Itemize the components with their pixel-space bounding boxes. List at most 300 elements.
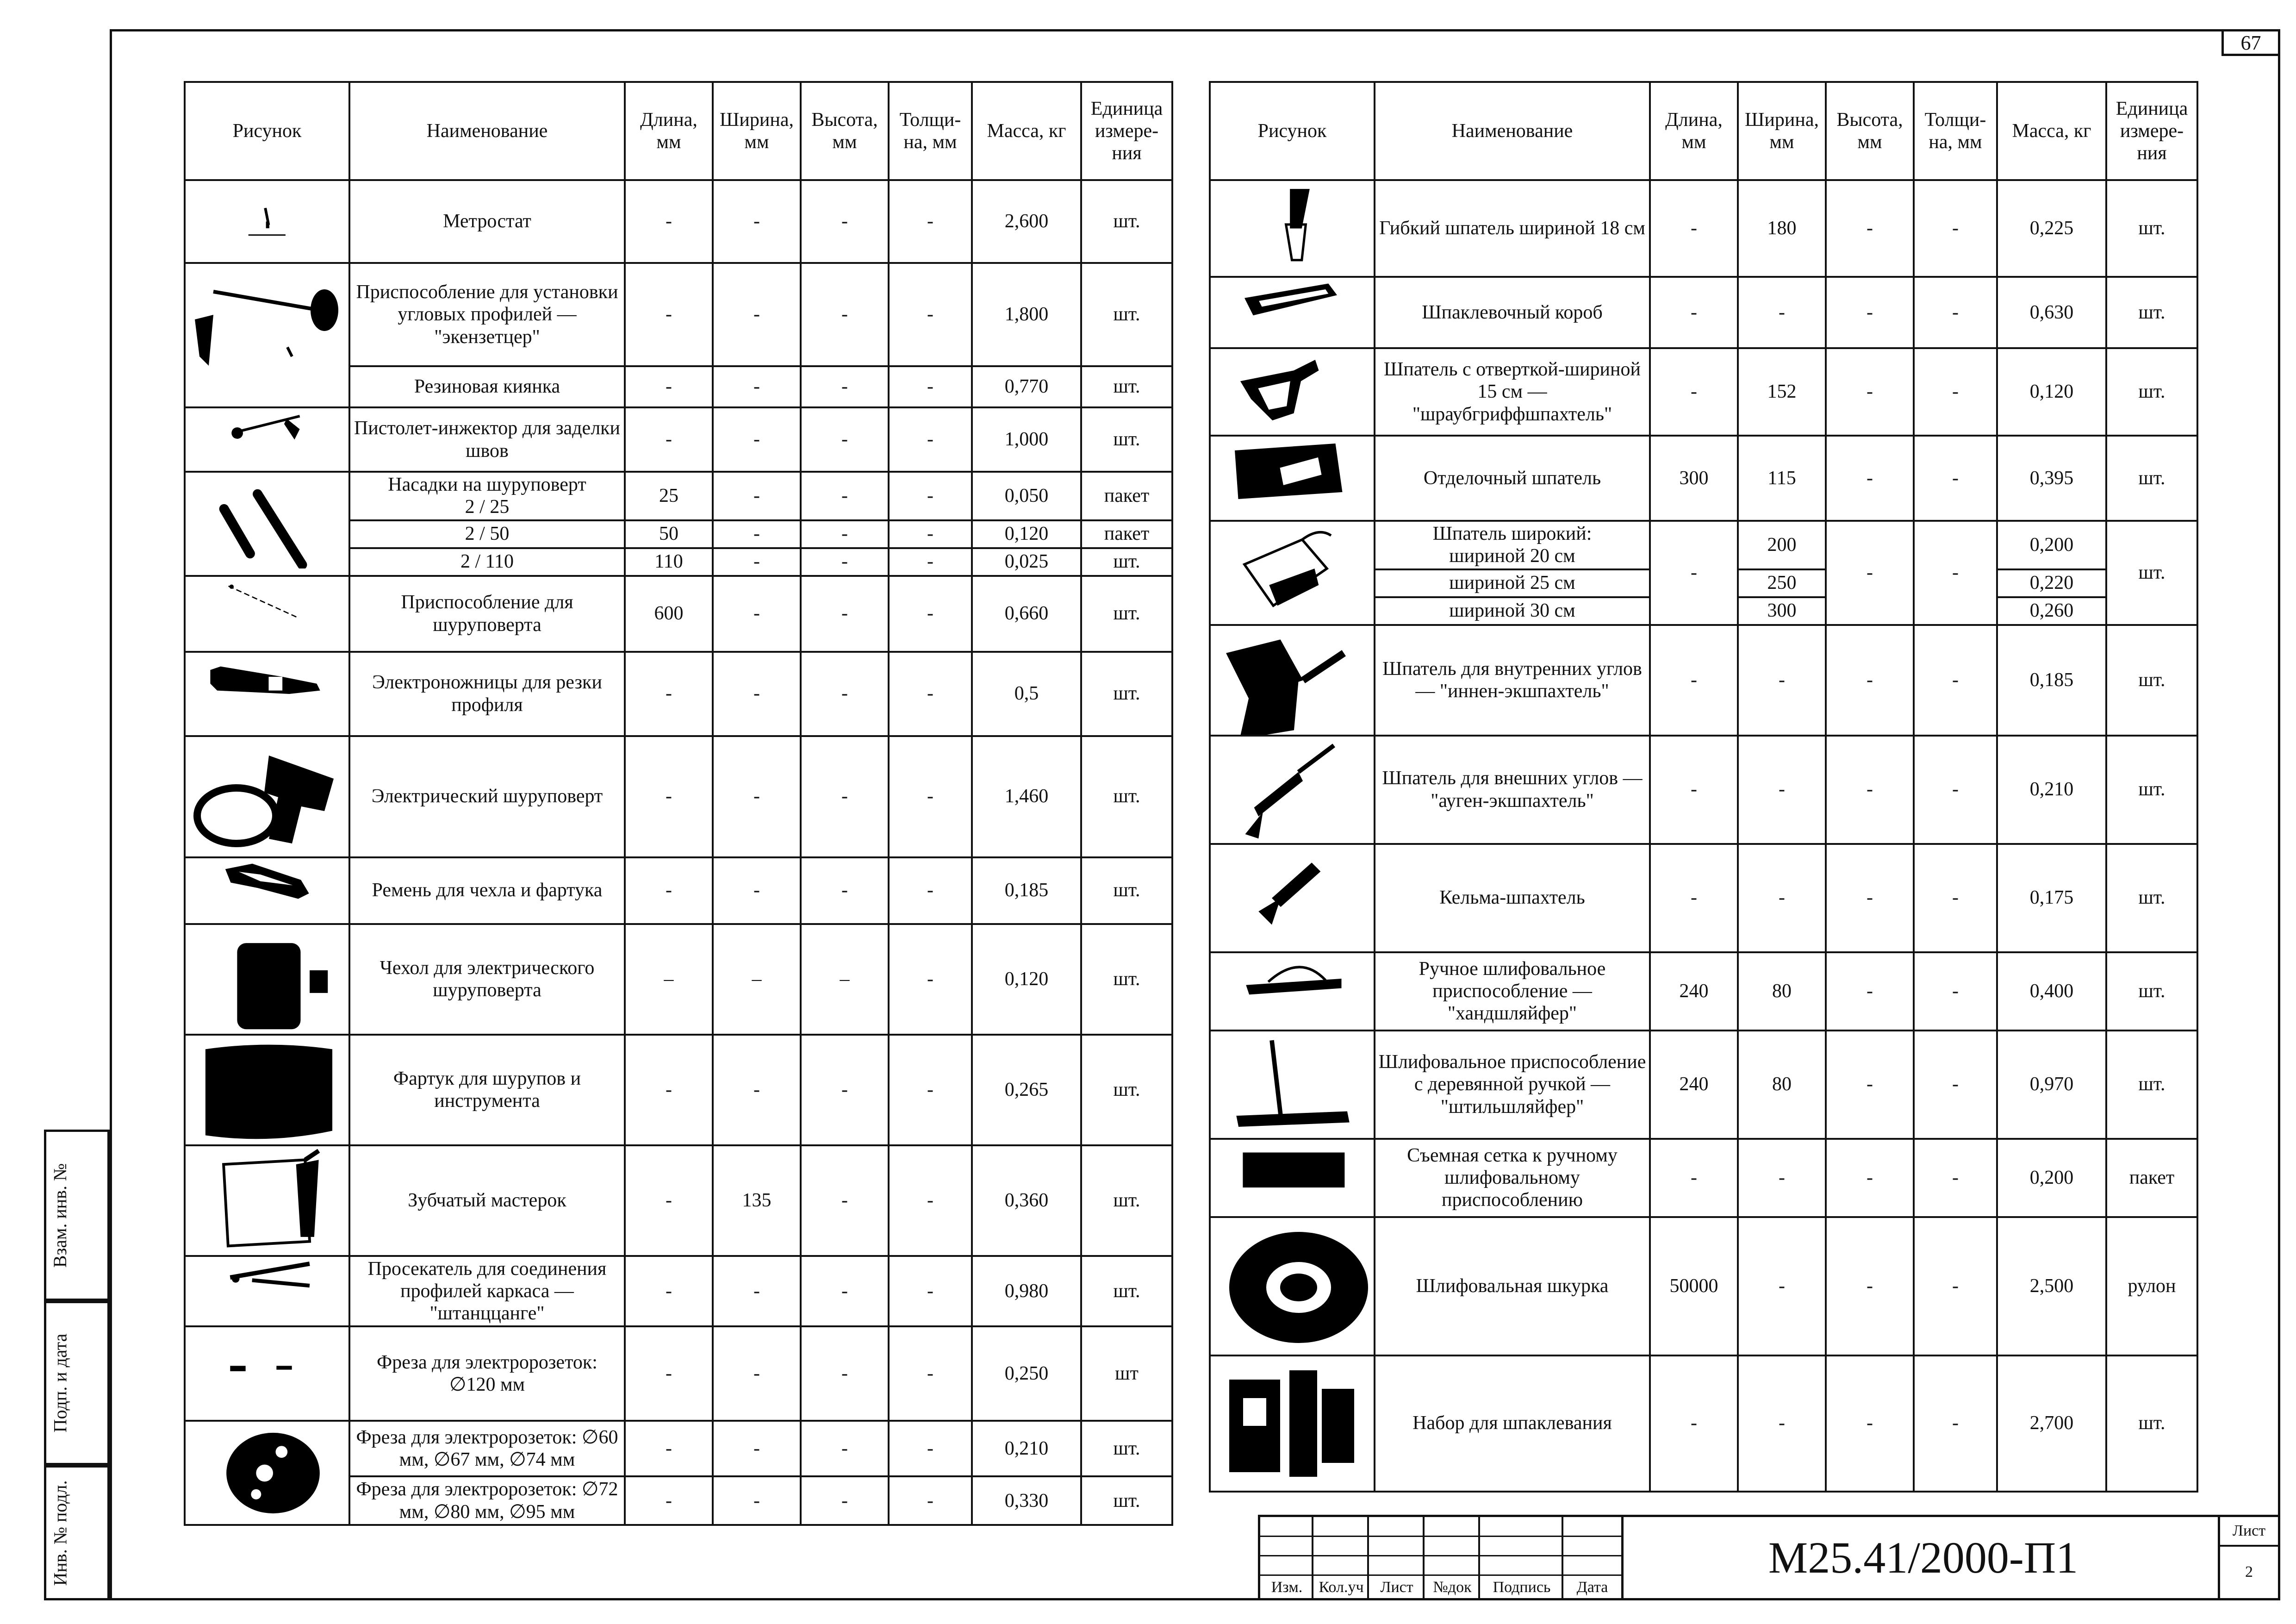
thickness-value-cell	[889, 1326, 972, 1421]
height-value: -	[841, 1189, 848, 1211]
height-value-cell	[1826, 277, 1914, 348]
table-row	[1210, 844, 2197, 952]
item-name: Пистолет-инжектор для заделки швов	[354, 418, 621, 462]
width-value: -	[753, 1490, 760, 1512]
name-cell	[1375, 521, 1650, 569]
width-value: -	[753, 1079, 760, 1100]
name-cell	[1375, 1139, 1650, 1217]
thickness-value-cell	[889, 263, 972, 366]
thickness-value: -	[927, 551, 933, 573]
pole-sander-icon	[1211, 1031, 1375, 1138]
sheet-number: 2	[2245, 1563, 2253, 1580]
length-value-cell	[625, 366, 713, 407]
item-name: Метростат	[443, 211, 531, 232]
length-value-cell	[625, 180, 713, 263]
item-name: Насадки на шуруповерт	[388, 474, 586, 495]
width-value-cell	[1738, 1139, 1826, 1217]
length-value: 50	[659, 523, 678, 545]
thickness-value: -	[927, 786, 933, 807]
picture-cell	[185, 180, 349, 263]
apron-icon	[186, 1036, 350, 1144]
mass-value: 1,000	[1004, 429, 1049, 450]
thickness-value-cell	[889, 1421, 972, 1476]
height-value: -	[841, 1490, 848, 1512]
item-subname: 2 / 25	[465, 496, 510, 518]
item-name: Гибкий шпатель шириной 18 см	[1379, 218, 1645, 239]
thickness-value-cell	[889, 1476, 972, 1525]
electric-shears-icon	[186, 653, 350, 735]
unit-value: шт.	[1113, 376, 1140, 398]
item-name: Шлифовальное приспособление с деревянной ручкой — "штильшляйфер"	[1378, 1051, 1646, 1118]
table-row	[185, 1145, 1172, 1256]
width-value: -	[1779, 1412, 1785, 1434]
picture-cell	[1210, 1217, 1375, 1355]
height-value-cell	[1826, 736, 1914, 844]
width-value: -	[753, 1438, 760, 1460]
picture-cell	[1210, 844, 1375, 952]
length-value: -	[1691, 887, 1697, 909]
header-height: Высота, мм	[1826, 82, 1914, 180]
length-value-cell	[625, 857, 713, 924]
mass-value: 0,360	[1004, 1189, 1049, 1211]
length-value-cell	[625, 1476, 713, 1525]
side-label-replaced: Взам. инв. №	[50, 1163, 71, 1268]
thickness-value: -	[927, 1363, 933, 1385]
width-value: -	[753, 304, 760, 325]
length-value-cell	[625, 576, 713, 652]
width-value-cell	[713, 1421, 801, 1476]
thickness-value: -	[1952, 1275, 1959, 1297]
name-cell	[349, 1421, 625, 1476]
name-cell	[1375, 625, 1650, 736]
width-value: 135	[742, 1189, 772, 1211]
stamp-col-sheet: Лист	[1369, 1517, 1425, 1598]
width-value-cell	[713, 1145, 801, 1256]
unit-value-cell	[2106, 348, 2197, 436]
length-value-cell	[625, 472, 713, 520]
unit-value: шт.	[2138, 562, 2165, 584]
name-cell	[349, 1326, 625, 1421]
picture-cell	[1210, 736, 1375, 844]
thickness-value: -	[927, 880, 933, 901]
height-value: -	[1867, 1167, 1873, 1188]
stamp-col-signature: Подпись	[1480, 1517, 1563, 1598]
width-value: 250	[1767, 572, 1797, 594]
thickness-value-cell	[1914, 1355, 1997, 1492]
mass-value-cell	[1997, 521, 2106, 569]
unit-value: шт.	[2138, 467, 2165, 489]
width-value-cell	[1738, 1031, 1826, 1139]
length-value: -	[1691, 218, 1697, 239]
mass-value-cell	[972, 548, 1081, 576]
thickness-value: -	[927, 485, 933, 507]
length-value: 600	[654, 603, 684, 625]
unit-value-cell	[2106, 277, 2197, 348]
header-unit: Единица измере-ния	[1081, 82, 1172, 180]
picture-cell	[185, 472, 349, 576]
item-name: Шпатель для внутренних углов — "иннен-экшпахтель"	[1382, 658, 1642, 702]
length-value-cell	[1650, 521, 1738, 625]
title-block	[1258, 1515, 2280, 1600]
thickness-value-cell	[889, 472, 972, 520]
width-value: -	[753, 603, 760, 625]
item-name: Шлифовальная шкурка	[1416, 1275, 1609, 1297]
header-width: Ширина, мм	[713, 82, 801, 180]
mass-value: 0,5	[1014, 683, 1039, 705]
item-name: Резиновая киянка	[414, 376, 560, 398]
item-name: Фреза для электророзеток: ∅72 мм, ∅80 мм, ∅95 мм	[356, 1479, 618, 1523]
width-value: -	[753, 683, 760, 705]
unit-value: шт.	[2138, 980, 2165, 1002]
header-length: Длина, мм	[1650, 82, 1738, 180]
picture-cell	[185, 652, 349, 736]
height-value-cell	[1826, 521, 1914, 625]
mass-value: 0,265	[1004, 1079, 1049, 1100]
mass-value-cell	[1997, 277, 2106, 348]
mass-value: 0,185	[2029, 669, 2074, 691]
name-cell	[349, 366, 625, 407]
height-value-cell	[1826, 348, 1914, 436]
table-row	[1210, 1217, 2197, 1355]
header-thickness: Толщи-на, мм	[889, 82, 972, 180]
stamp-col-docnum: №док	[1425, 1517, 1480, 1598]
header-width: Ширина, мм	[1738, 82, 1826, 180]
table-row	[1210, 952, 2197, 1031]
thickness-value-cell	[889, 180, 972, 263]
length-value: -	[666, 1189, 672, 1211]
length-value: -	[1691, 301, 1697, 323]
unit-value-cell	[2106, 1217, 2197, 1355]
thickness-value-cell	[1914, 277, 1997, 348]
unit-value-cell	[1081, 1256, 1172, 1327]
item-name: Просекатель для соединения профилей каркаса — "штанццанге"	[367, 1258, 607, 1324]
item-subname: шириной 30 см	[1449, 600, 1575, 622]
width-value-cell	[713, 736, 801, 857]
length-value-cell	[1650, 625, 1738, 736]
mass-value-cell	[972, 472, 1081, 520]
unit-value-cell	[1081, 576, 1172, 652]
unit-value: рулон	[2128, 1275, 2176, 1297]
unit-value: шт.	[1113, 1079, 1140, 1100]
height-value: -	[841, 1363, 848, 1385]
table-row	[185, 857, 1172, 924]
name-cell	[349, 1145, 625, 1256]
sheet-box	[2218, 1517, 2278, 1598]
height-value-cell	[1826, 1139, 1914, 1217]
width-value-cell	[713, 520, 801, 548]
mass-value-cell	[972, 857, 1081, 924]
name-cell	[349, 576, 625, 652]
name-cell	[1375, 844, 1650, 952]
holster-icon	[186, 925, 350, 1034]
width-value: 300	[1767, 600, 1797, 622]
name-cell	[349, 548, 625, 576]
mass-value-cell	[1997, 348, 2106, 436]
length-value: -	[666, 1280, 672, 1302]
item-name: Зубчатый мастерок	[408, 1189, 566, 1211]
width-value: 200	[1767, 534, 1797, 556]
width-value: -	[753, 1280, 760, 1302]
length-value: 25	[659, 485, 678, 507]
width-value-cell	[1738, 952, 1826, 1031]
hand-sander-icon	[1211, 953, 1375, 1030]
mass-value: 0,400	[2029, 980, 2074, 1002]
height-value: –	[840, 968, 850, 990]
item-name: Чехол для электрического шуруповерта	[380, 957, 595, 1001]
width-value-cell	[713, 263, 801, 366]
mass-value-cell	[1997, 569, 2106, 597]
level-tool-icon	[186, 181, 350, 262]
height-value: -	[1867, 1412, 1873, 1434]
corner-profile-tool-icon	[186, 264, 350, 406]
item-name: Фреза для электророзеток: ∅120 мм	[377, 1352, 597, 1396]
thickness-value-cell	[1914, 736, 1997, 844]
sheet-label: Лист	[2220, 1517, 2278, 1547]
width-value: -	[753, 485, 760, 507]
picture-cell	[1210, 1139, 1375, 1217]
thickness-value: -	[1952, 381, 1959, 403]
width-value: -	[1779, 1167, 1785, 1188]
length-value: 240	[1679, 980, 1709, 1002]
mass-value: 0,050	[1004, 485, 1049, 507]
table-row	[185, 924, 1172, 1035]
left-header-row	[185, 82, 1172, 180]
mass-value: 0,120	[2029, 381, 2074, 403]
picture-cell	[1210, 348, 1375, 436]
thickness-value-cell	[889, 1145, 972, 1256]
unit-value-cell	[2106, 180, 2197, 277]
left-tools-table	[184, 81, 1173, 1526]
unit-value: шт.	[1113, 211, 1140, 232]
height-value-cell	[801, 652, 889, 736]
length-value-cell	[625, 520, 713, 548]
height-value-cell	[1826, 1355, 1914, 1492]
picture-cell	[185, 1326, 349, 1421]
item-name: Шпатель с отверткой-шириной 15 см — "шраубгриффшпахтель"	[1384, 359, 1641, 425]
thickness-value-cell	[889, 548, 972, 576]
height-value-cell	[801, 1145, 889, 1256]
mass-value: 0,220	[2029, 572, 2074, 594]
width-value: -	[753, 786, 760, 807]
height-value-cell	[801, 1326, 889, 1421]
length-value: 300	[1679, 467, 1709, 489]
table-row	[185, 1256, 1172, 1327]
mass-value-cell	[972, 1326, 1081, 1421]
side-stamp-replaced	[44, 1130, 110, 1301]
crimper-icon	[186, 1258, 350, 1324]
length-value: -	[666, 880, 672, 901]
length-value: -	[666, 304, 672, 325]
height-value-cell	[801, 366, 889, 407]
mass-value-cell	[1997, 952, 2106, 1031]
unit-value-cell	[2106, 625, 2197, 736]
length-value: -	[666, 683, 672, 705]
mass-value-cell	[972, 576, 1081, 652]
length-value-cell	[1650, 436, 1738, 521]
side-stamp-inventory	[44, 1465, 110, 1600]
length-value-cell	[625, 652, 713, 736]
name-cell	[1375, 180, 1650, 277]
name-cell	[349, 857, 625, 924]
mass-value-cell	[972, 1421, 1081, 1476]
item-name: Приспособление для шуруповерта	[401, 592, 573, 636]
thickness-value-cell	[1914, 436, 1997, 521]
width-value-cell	[713, 924, 801, 1035]
item-subname: 2 / 110	[460, 551, 514, 573]
mass-value: 1,800	[1004, 304, 1049, 325]
thickness-value: -	[1952, 301, 1959, 323]
height-value: -	[841, 211, 848, 232]
thickness-value-cell	[889, 366, 972, 407]
height-value-cell	[801, 857, 889, 924]
height-value-cell	[801, 520, 889, 548]
length-value-cell	[1650, 1031, 1738, 1139]
screwdriver-bits-icon	[186, 479, 350, 568]
length-value-cell	[1650, 844, 1738, 952]
picture-cell	[1210, 277, 1375, 348]
thickness-value-cell	[889, 1035, 972, 1145]
unit-value-cell	[1081, 924, 1172, 1035]
height-value-cell	[1826, 1217, 1914, 1355]
item-name: Электрический шуруповерт	[371, 786, 603, 807]
length-value-cell	[1650, 736, 1738, 844]
table-row	[1210, 1139, 2197, 1217]
mass-value-cell	[972, 924, 1081, 1035]
height-value: -	[841, 1079, 848, 1100]
unit-value: шт.	[1113, 1189, 1140, 1211]
mass-value: 0,330	[1004, 1490, 1049, 1512]
height-value: -	[841, 376, 848, 398]
stamp-col-date: Дата	[1576, 1579, 1608, 1596]
thickness-value-cell	[889, 520, 972, 548]
unit-value: шт	[1115, 1363, 1139, 1385]
picture-cell	[1210, 521, 1375, 625]
length-value-cell	[625, 1035, 713, 1145]
width-value-cell	[1738, 180, 1826, 277]
sanding-mesh-icon	[1211, 1140, 1375, 1216]
height-value: -	[1867, 669, 1873, 691]
mass-value: 0,120	[1004, 968, 1049, 990]
height-value-cell	[1826, 952, 1914, 1031]
height-value-cell	[1826, 625, 1914, 736]
length-value-cell	[1650, 277, 1738, 348]
name-cell	[349, 472, 625, 520]
table-row	[185, 736, 1172, 857]
unit-value-cell	[2106, 521, 2197, 625]
left-table-body	[185, 180, 1172, 1525]
height-value-cell	[801, 1035, 889, 1145]
height-value: -	[841, 880, 848, 901]
thickness-value: -	[927, 211, 933, 232]
unit-value-cell	[1081, 472, 1172, 520]
thickness-value: -	[927, 1438, 933, 1460]
thickness-value-cell	[1914, 1139, 1997, 1217]
table-row	[185, 1421, 1172, 1476]
thickness-value-cell	[1914, 1217, 1997, 1355]
unit-value: шт.	[1113, 1490, 1140, 1512]
name-cell	[349, 736, 625, 857]
width-value: -	[753, 551, 760, 573]
width-value: 115	[1767, 467, 1796, 489]
item-name: Шпатель широкий:	[1432, 523, 1592, 544]
item-name: Фартук для шурупов и инструмента	[393, 1068, 581, 1112]
picture-cell	[185, 857, 349, 924]
thickness-value-cell	[889, 652, 972, 736]
picture-cell	[185, 407, 349, 472]
name-cell	[1375, 348, 1650, 436]
injector-gun-icon	[186, 408, 350, 471]
mass-value-cell	[1997, 436, 2106, 521]
thickness-value-cell	[889, 924, 972, 1035]
height-value-cell	[801, 1256, 889, 1327]
width-value: -	[1779, 301, 1785, 323]
length-value: -	[666, 786, 672, 807]
thickness-value-cell	[889, 736, 972, 857]
width-value: -	[1779, 779, 1785, 800]
thickness-value: -	[1952, 1074, 1959, 1095]
width-value: -	[753, 523, 760, 545]
thickness-value: -	[1952, 980, 1959, 1002]
thickness-value-cell	[889, 857, 972, 924]
width-value-cell	[1738, 736, 1826, 844]
thickness-value: -	[927, 304, 933, 325]
unit-value-cell	[2106, 1355, 2197, 1492]
width-value-cell	[1738, 625, 1826, 736]
name-cell	[1375, 736, 1650, 844]
thickness-value: -	[1952, 1167, 1959, 1188]
unit-value-cell	[2106, 844, 2197, 952]
item-name: Съемная сетка к ручному шлифовальному приспособлению	[1407, 1144, 1618, 1211]
mass-value: 0,770	[1004, 376, 1049, 398]
unit-value: шт.	[2138, 1074, 2165, 1095]
table-row	[185, 407, 1172, 472]
table-row	[1210, 436, 2197, 521]
thickness-value: -	[1952, 1412, 1959, 1434]
height-value-cell	[801, 263, 889, 366]
table-row	[1210, 180, 2197, 277]
length-value: 110	[654, 551, 683, 573]
header-mass: Масса, кг	[972, 82, 1081, 180]
outside-corner-spatula-icon	[1211, 737, 1375, 843]
sandpaper-roll-icon	[1211, 1218, 1375, 1355]
unit-value: шт.	[2138, 1412, 2165, 1434]
width-value: -	[1779, 887, 1785, 909]
unit-value: шт.	[2138, 301, 2165, 323]
inside-corner-spatula-icon	[1211, 626, 1375, 735]
width-value: 152	[1767, 381, 1797, 403]
mass-value: 2,500	[2029, 1275, 2074, 1297]
table-row	[1210, 625, 2197, 736]
hole-saw-set-icon	[186, 1422, 350, 1524]
thickness-value-cell	[1914, 625, 1997, 736]
unit-value: пакет	[2129, 1167, 2175, 1188]
height-value: -	[841, 1438, 848, 1460]
right-tools-table	[1209, 81, 2198, 1493]
table-row	[1210, 348, 2197, 436]
notched-trowel-icon	[186, 1146, 350, 1255]
height-value-cell	[801, 180, 889, 263]
length-value-cell	[1650, 180, 1738, 277]
item-name: Кельма-шпахтель	[1439, 887, 1585, 909]
height-value: -	[1867, 980, 1873, 1002]
table-row	[1210, 1355, 2197, 1492]
length-value-cell	[1650, 1217, 1738, 1355]
height-value: -	[1867, 1074, 1873, 1095]
unit-value: шт.	[1113, 968, 1140, 990]
mass-value: 0,395	[2029, 467, 2074, 489]
mass-value-cell	[972, 407, 1081, 472]
mass-value-cell	[972, 1476, 1081, 1525]
